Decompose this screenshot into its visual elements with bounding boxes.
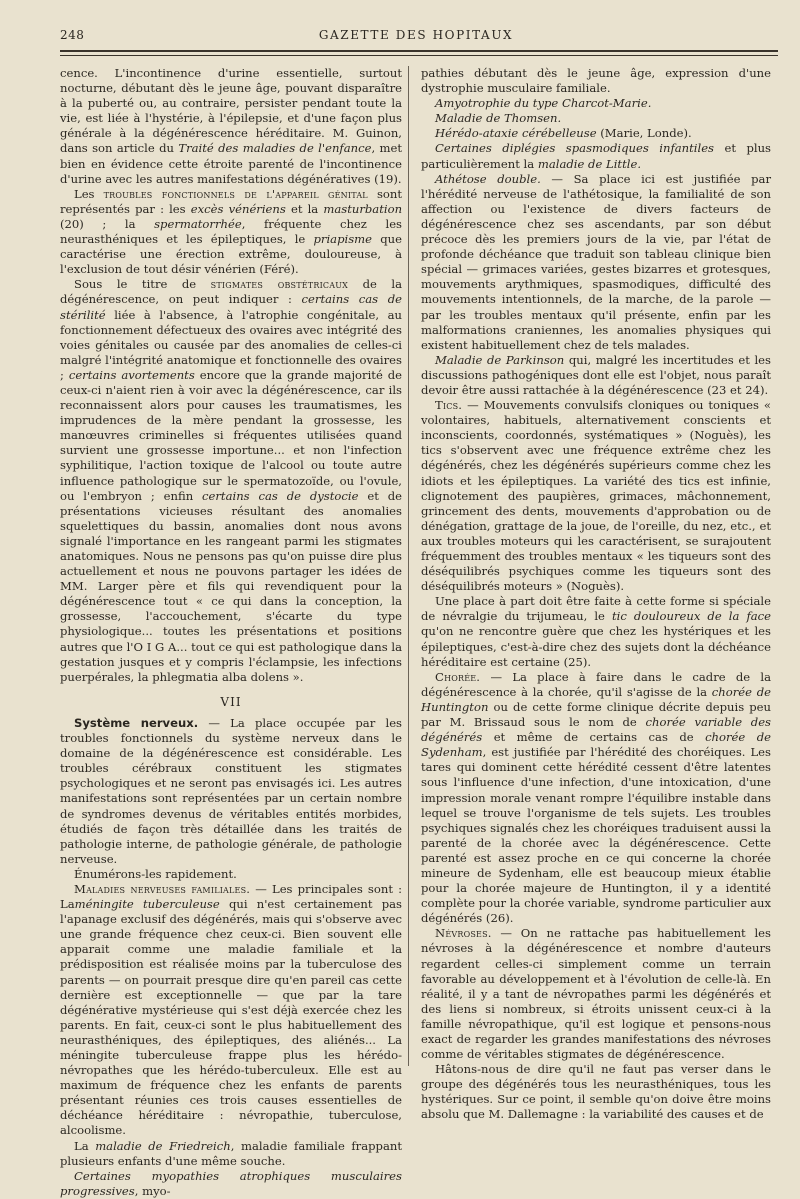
paragraph: Système nerveux. — La place occupée par les troubles fonctionnels du système nerveux dans le domaine de la dégénérescence est considérable. Les troubles cérébraux constituent les stigmates psychologiques et ne seront pas envisagés ici. Les autres manifestations sont représentées par un certain nombre de syndromes devenus de véritables entités morbides, étudiés de façon très détaillée dans les traités de pathologie interne, de pathologie générale, de pathologie nerveuse. (60, 715, 402, 866)
page-number: 248 (60, 28, 85, 42)
paragraph: Athétose double. — Sa place ici est justifiée par l'hérédité nerveuse de l'athétosique, la familialité de son affection ou l'existence de divers facteurs de dégénérescence chez ses ascendants, par son début précoce dès les premiers jours de la vie, par l'état de profonde déchéance que traduit son tableau clinique bien spécial — grimaces variées, gestes bizarres et grotesques, mouvements arythmiques, spasmodiques, difficulté des mouvements intentionnels, de la marche, de la parole — par les troubles mentaux qu'il présente, enfin par les malformations craniennes, les anomalies physiques qui existent habituellement chez de tels malades. (421, 171, 772, 352)
paragraph: Certaines myopathies atrophiques musculaires progressives, myo- (60, 1168, 402, 1198)
paragraph: Névroses. — On ne rattache pas habituellement les névroses à la dégénérescence et nombre d'auteurs regardent celles-ci simplement comme un terrain favorable au développement et à l'évolution de celle-là. En réalité, il y a tant de névropathes parmi les dégénérés et des liens si nombreux, si étroits unissent ceux-ci à la famille névropathique, qu'il est logique et pensons-nous exact de regarder les grandes manifestations des névroses comme de véritables stigmates de dégénérescence. (421, 926, 771, 1062)
paragraph: cence. L'incontinence d'urine essentielle, surtout nocturne, débutant dès le jeune âge, pouvant disparaître à la puberté ou, au contraire, persister pendant toute la vie, est liée à l'hystérie, à l'épilepsie, et d'une façon plus générale à la dégénérescence héréditaire. M. Guinon, dans son article du Traité des maladies de l'enfance, met bien en évidence cette étroite parenté de l'incontinence d'urine avec les autres manifestations dégénératives (19). (60, 66, 402, 186)
page-header (60, 28, 772, 48)
section-number: VII (220, 694, 242, 709)
left-column (60, 66, 402, 1199)
column-divider (408, 66, 409, 1066)
paragraph: La maladie de Friedreich, maladie familiale frappant plusieurs enfants d'une même souche. (60, 1138, 403, 1168)
header-rule-thin (60, 55, 778, 56)
journal-title: GAZETTE DES HOPITAUX (318, 28, 514, 42)
list-item: Maladie de Thomsen. (435, 111, 562, 126)
paragraph: pathies débutant dès le jeune âge, expression d'une dystrophie musculaire familiale. (421, 66, 771, 96)
list-item: Hérédo-ataxie cérébelleuse (Marie, Londe). (435, 126, 692, 141)
paragraph: Maladies nerveuses familiales. — Les principales sont : Laméningite tuberculeuse qui n'est certainement pas l'apanage exclusif des dégénérés, mais qui s'observe avec une grande fréquence chez ceux-ci. Bien souvent elle apparait comme une maladie familiale et la prédisposition est réalisée moins par la tuberculose des parents — on pourrait presque dire qu'en pareil cas cette dernière est exceptionnelle — que par la tare dégénérative mystérieuse qui s'est déjà exercée chez les parents. En fait, ceux-ci sont le plus habituellement des neurasthéniques, des épileptiques, des aliénés... La méningite tuberculeuse frappe plus les hérédo-névropathes que les hérédo-tuberculeux. Elle est au maximum de fréquence chez les enfants de parents présentant réunies ces trois causes essentielles de déchéance héréditaire : névropathie, tuberculose, alcoolisme. (60, 881, 403, 1138)
paragraph: Les troubles fonctionnels de l'appareil génital sont représentés par : les excès vénériens et la masturbation (20) ; la spermatorrhée, fréquente chez les neurasthéniques et les épileptiques, le priapisme que caractérise une érection extrême, douloureuse, à l'exclusion de tout désir vénérien (Féré). (60, 186, 403, 277)
paragraph: Une place à part doit être faite à cette forme si spéciale de névralgie du trijumeau, le tic douloureux de la face qu'on ne rencontre guère que chez les hystériques et les épileptiques, c'est-à-dire chez des sujets dont la déchéance héréditaire est certaine (25). (421, 594, 772, 669)
paragraph: Tics. — Mouvements convulsifs cloniques ou toniques « volontaires, habituels, alternativement conscients et inconscients, coordonnés, systématiques » (Noguès), les tics s'observent avec une fréquence extrême chez les dégénérés, chez les dégénérés supérieurs comme chez les idiots et les épileptiques. La variété des tics est infinie, clignotement des paupières, grimaces, mâchonnement, grincement des dents, mouvements d'approbation ou de dénégation, grattage de la joue, de l'oreille, du nez, etc., et aux troubles moteurs qui les caractérisent, se surajoutent fréquemment des troubles mentaux « les tiqueurs sont des déséquilibrés psychiques comme les tiqueurs sont des déséquilibrés moteurs » (Noguès). (421, 398, 771, 594)
paragraph: Hâtons-nous de dire qu'il ne faut pas verser dans le groupe des dégénérés tous les neurasthéniques, tous les hystériques. Sur ce point, il semble qu'on doive être moins absolu que M. Dallemagne : la variabilité des causes et de (421, 1062, 771, 1122)
list-item: Amyotrophie du type Charcot-Marie. (435, 96, 652, 111)
paragraph: Énumérons-les rapidement. (74, 866, 237, 881)
list-item: Certaines diplégies spasmodiques infantiles et plus particulièrement la maladie de Little. (421, 141, 771, 171)
header-rule-thick (60, 50, 778, 52)
paragraph: Maladie de Parkinson qui, malgré les incertitudes et les discussions pathogéniques dont elle est l'objet, nous paraît devoir être aussi rattachée à la dégénérescence (23 et 24). (421, 352, 771, 397)
right-column (421, 66, 771, 1123)
paragraph: Sous le titre de stigmates obstétricaux de la dégénérescence, on peut indiquer : certains cas de stérilité liée à l'absence, à l'atrophie congénitale, au fonctionnement défectueux des ovaires avec intégrité des voies génitales ou causée par des anomalies de celles-ci malgré l'intégrité anatomique et fonctionnelle des ovaires ; certains avortements encore que la grande majorité de ceux-ci n'aient rien à voir avec la dégénérescence, car ils reconnaissent alors pour causes les traumatismes, les imprudences de la mère pendant la grossesse, les manœuvres criminelles si fréquentes utilisées quand survient une grossesse importune... et non l'infection syphilitique, l'action toxique de l'alcool ou toute autre influence pathologique sur le spermatozoïde, ou l'ovule, ou l'embryon ; enfin certains cas de dystocie et de présentations vicieuses résultant des anomalies squelettiques du bassin, anomalies dont nous avons signalé l'importance en les rangeant parmi les stigmates anatomiques. Nous ne pensons pas qu'on puisse dire plus actuellement et nous ne pouvons partager les idées de MM. Larger père et fils qui revendiquent pour la dégénérescence tout « ce qui dans la conception, la grossesse, l'accouchement, s'écarte du type physiologique... toutes les présentations et positions autres que l'O I G A... tout ce qui est pathologique dans la gestation jusques et y compris l'éclampsie, les infections puerpérales, la phlegmatia alba dolens ». (60, 277, 403, 684)
paragraph: Chorée. — La place à faire dans le cadre de la dégénérescence à la chorée, qu'il s'agisse de la chorée de Huntington ou de cette forme clinique décrite depuis peu par M. Brissaud sous le nom de chorée variable des dégénérés et même de certains cas de chorée de Sydenham, est justifiée par l'hérédité des choréiques. Les tares qui dominent cette hérédité cessent d'être latentes sous l'influence d'une infection, d'une intoxication, d'une impression morale venant rompre l'équilibre instable dans lequel se trouve l'organisme de tels sujets. Les troubles psychiques signalés chez les choréiques traduisent aussi la parenté de la chorée avec la dégénérescence. Cette parenté est assez proche en ce qui concerne la chorée mineure de Sydenham, elle est beaucoup mieux établie pour la chorée majeure de Huntington, il y a identité complète pour la chorée variable, syndrome particulier aux dégénérés (26). (421, 669, 772, 926)
